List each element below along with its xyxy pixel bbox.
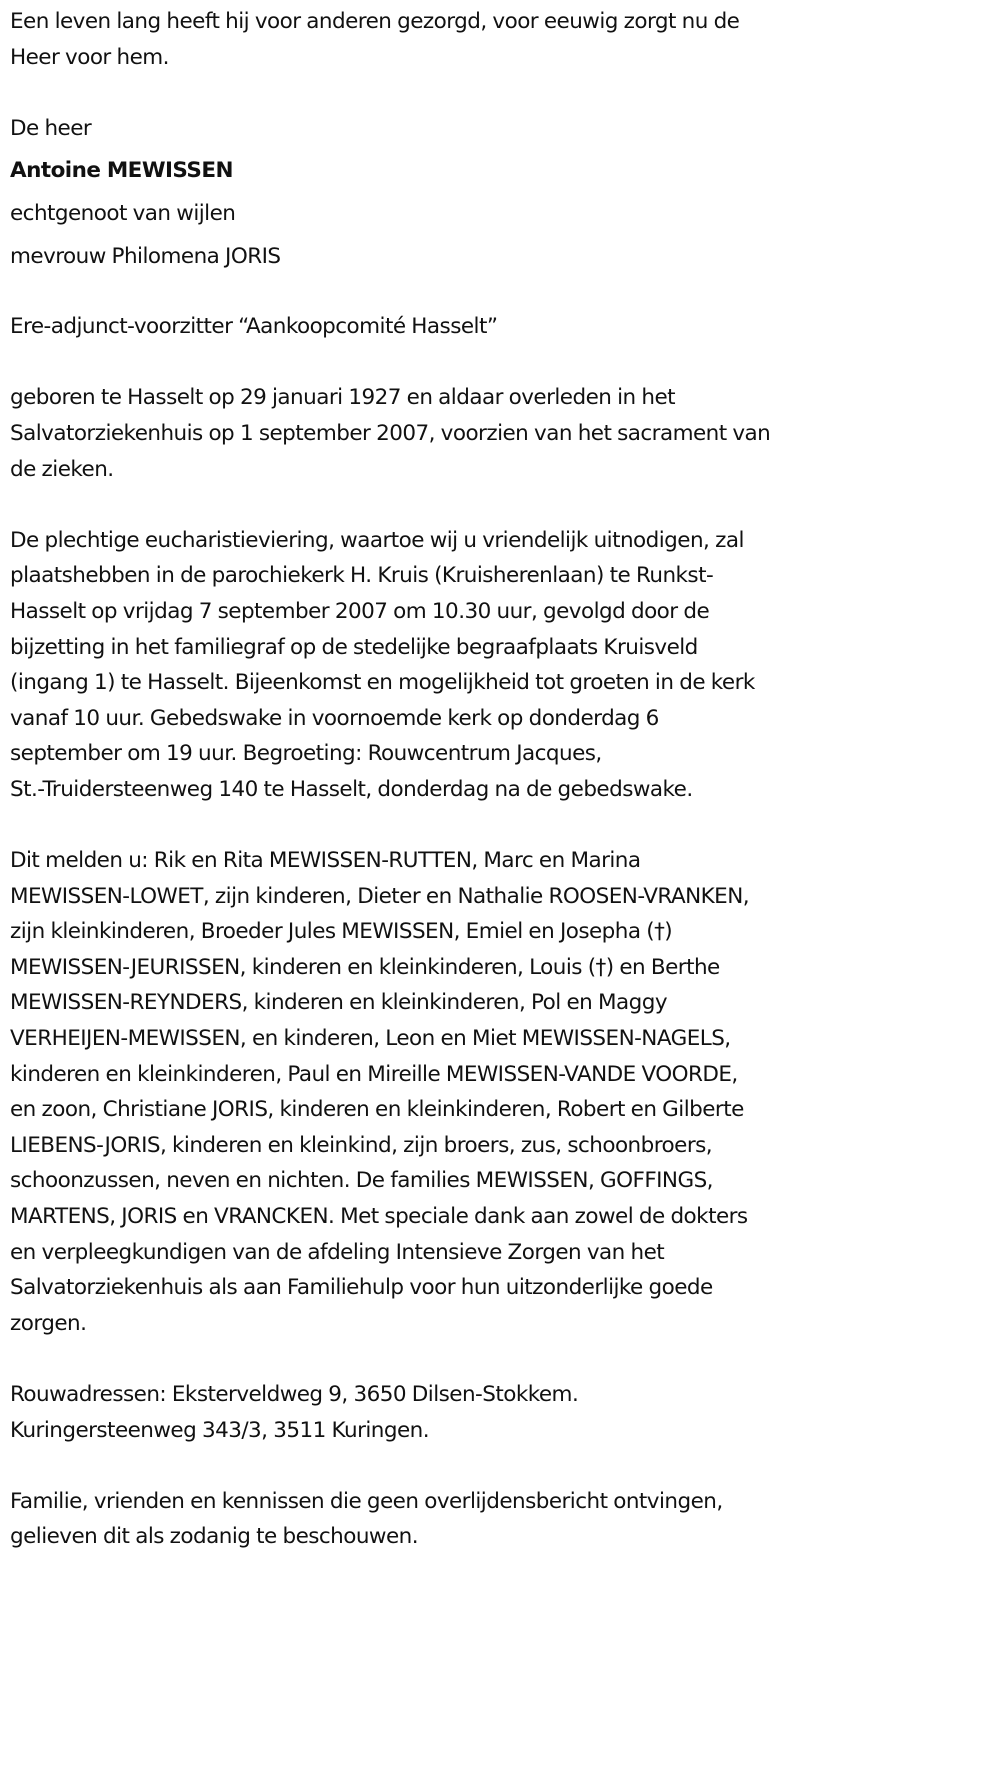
- paragraph-spacer: [10, 75, 1000, 111]
- text-line: St.-Truidersteenweg 140 te Hasselt, donderdag na de gebedswake.: [10, 776, 693, 802]
- deceased-name: Antoine MEWISSEN: [10, 158, 233, 184]
- text-line: Salvatorziekenhuis als aan Familiehulp voor hun uitzonderlijke goede: [10, 1275, 713, 1301]
- text-line: gelieven dit als zodanig te beschouwen.: [10, 1524, 418, 1550]
- text-line: Dit melden u: Rik en Rita MEWISSEN-RUTTEN, Marc en Marina: [10, 848, 641, 874]
- intro-text: [10, 4, 1000, 75]
- paragraph-spacer: [10, 1341, 1000, 1377]
- text-line: Hasselt op vrijdag 7 september 2007 om 10.30 uur, gevolgd door de: [10, 598, 710, 624]
- text-line: Een leven lang heeft hij voor anderen gezorgd, voor eeuwig zorgt nu de: [10, 9, 740, 34]
- paragraph-spacer: [10, 487, 1000, 523]
- text-line: en zoon, Christiane JORIS, kinderen en kleinkinderen, Robert en Gilberte: [10, 1097, 744, 1123]
- paragraph-spacer: [10, 281, 1000, 309]
- text-line: bijzetting in het familiegraf op de stedelijke begraafplaats Kruisveld: [10, 634, 698, 660]
- text-line: zorgen.: [10, 1310, 87, 1336]
- paragraph-spacer: [10, 807, 1000, 843]
- paragraph-spacer: [10, 1448, 1000, 1484]
- mourning-addresses: [10, 1377, 1000, 1448]
- text-line: september om 19 uur. Begroeting: Rouwcentrum Jacques,: [10, 741, 602, 767]
- text-line: plaatshebben in de parochiekerk H. Kruis (Kruisherenlaan) te Runkst-: [10, 563, 714, 589]
- text-line: Rouwadressen: Eksterveldweg 9, 3650 Dilsen-Stokkem.: [10, 1381, 579, 1407]
- text-line: Kuringersteenweg 343/3, 3511 Kuringen.: [10, 1417, 430, 1443]
- text-line: De plechtige eucharistieviering, waartoe wij u vriendelijk uitnodigen, zal: [10, 527, 744, 553]
- text-line: MEWISSEN-JEURISSEN, kinderen en kleinkinderen, Louis (†) en Berthe: [10, 954, 720, 980]
- spouse-line-2: mevrouw Philomena JORIS: [10, 243, 281, 269]
- paragraph-spacer: [10, 345, 1000, 381]
- text-line: en verpleegkundigen van de afdeling Intensieve Zorgen van het: [10, 1239, 665, 1265]
- text-line: de zieken.: [10, 456, 114, 482]
- salutation: De heer: [10, 115, 92, 141]
- text-line: zijn kleinkinderen, Broeder Jules MEWISSEN, Emiel en Josepha (†): [10, 919, 673, 945]
- ceremony-text: [10, 523, 1000, 808]
- closing-text: [10, 1484, 1000, 1555]
- text-line: VERHEIJEN-MEWISSEN, en kinderen, Leon en Miet MEWISSEN-NAGELS,: [10, 1026, 731, 1052]
- text-line: schoonzussen, neven en nichten. De families MEWISSEN, GOFFINGS,: [10, 1168, 713, 1194]
- text-line: Ere-adjunct-voorzitter “Aankoopcomité Hasselt”: [10, 314, 498, 340]
- text-line: MARTENS, JORIS en VRANCKEN. Met speciale dank aan zowel de dokters: [10, 1204, 748, 1229]
- text-line: (ingang 1) te Hasselt. Bijeenkomst en mogelijkheid tot groeten in de kerk: [10, 670, 755, 696]
- family-text: [10, 843, 1000, 1341]
- text-line: geboren te Hasselt op 29 januari 1927 en aldaar overleden in het: [10, 385, 676, 411]
- text-line: LIEBENS-JORIS, kinderen en kleinkind, zijn broers, zus, schoonbroers,: [10, 1132, 713, 1158]
- birth-death-text: [10, 380, 1000, 487]
- text-line: Heer voor hem.: [10, 44, 169, 70]
- text-line: Familie, vrienden en kennissen die geen overlijdensbericht ontvingen,: [10, 1488, 723, 1514]
- text-line: vanaf 10 uur. Gebedswake in voornoemde kerk op donderdag 6: [10, 705, 659, 731]
- text-line: MEWISSEN-REYNDERS, kinderen en kleinkinderen, Pol en Maggy: [10, 990, 668, 1016]
- text-line: Salvatorziekenhuis op 1 september 2007, voorzien van het sacrament van: [10, 420, 771, 446]
- deceased-block: [10, 111, 1000, 274]
- spouse-line-1: echtgenoot van wijlen: [10, 200, 236, 226]
- text-line: MEWISSEN-LOWET, zijn kinderen, Dieter en Nathalie ROOSEN-VRANKEN,: [10, 883, 750, 909]
- honorary-title: [10, 309, 1000, 345]
- text-line: kinderen en kleinkinderen, Paul en Mireille MEWISSEN-VANDE VOORDE,: [10, 1061, 738, 1087]
